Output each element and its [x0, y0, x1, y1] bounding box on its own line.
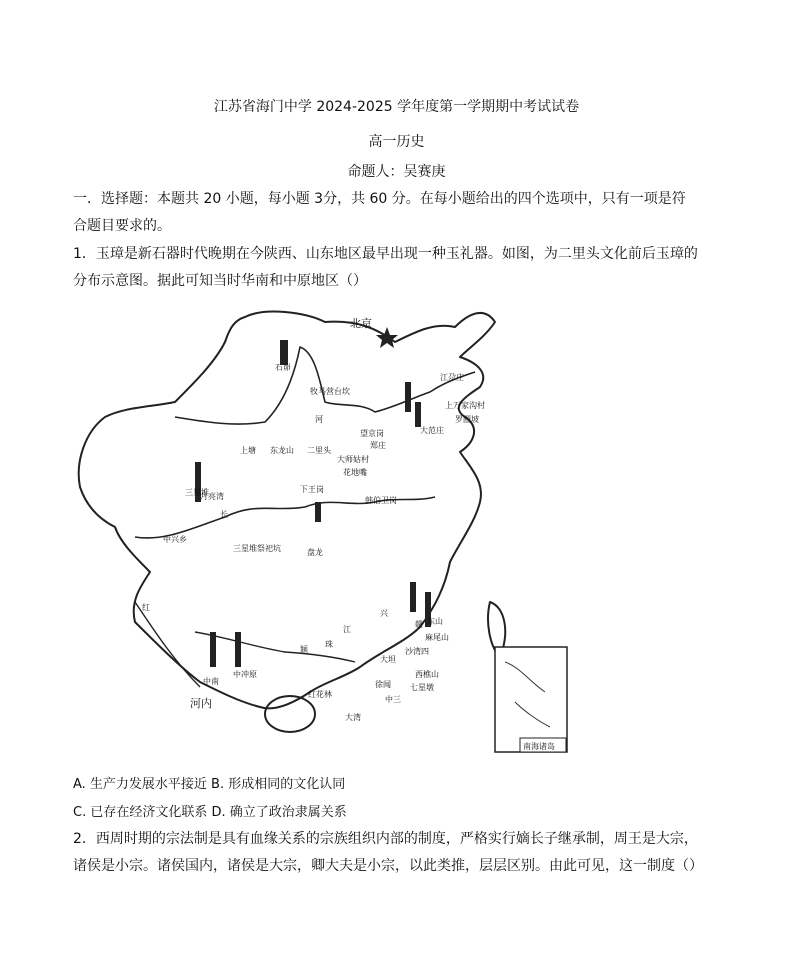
map-label-chang: 长	[220, 510, 228, 519]
site-marker	[415, 402, 421, 427]
map-label-hanxiang: 韩伯卫岗	[365, 496, 397, 505]
map-label-qidongtie: 七星墩	[410, 683, 434, 692]
site-marker	[410, 582, 416, 612]
map-label-ganzhou: 赣	[415, 620, 423, 629]
section-intro-line-2: 合题目要求的。	[73, 218, 171, 234]
map-label-yumabo: 牧马营台坎	[310, 387, 350, 396]
map-label-he: 河	[315, 415, 323, 424]
map-label-zhengzhou: 郑庄	[370, 441, 386, 450]
beijing-star-icon	[376, 327, 398, 348]
question-1-line-1: 1．玉璋是新石器时代晚期在今陕西、山东地区最早出现一种玉礼器。如图，为二里头文化前后玉璋的	[73, 246, 698, 262]
map-label-dongshan: 东山	[427, 617, 443, 626]
hainan-island	[265, 696, 315, 732]
question-1-options-row-1: A. 生产力发展水平接近 B. 形成相同的文化认同	[73, 777, 346, 792]
map-label-zhongxingxiang: 中兴乡	[163, 535, 187, 544]
map-label-jiangzhuang: 江尕庄	[440, 373, 464, 382]
map-label-hanoi: 河内	[190, 697, 212, 710]
subject-title: 高一历史	[368, 134, 425, 150]
section-instructions	[73, 186, 713, 240]
map-label-gangtang: 红花林	[308, 690, 332, 699]
map-label-shangdu: 上塘	[240, 446, 256, 455]
exam-title: 江苏省海门中学 2024-2025 学年度第一学期期中考试试卷	[213, 99, 580, 115]
map-label-beijing: 北京	[350, 317, 372, 330]
map-label-shangwanjia: 上万家沟村	[445, 401, 485, 410]
jade-zhang-distribution-map	[75, 302, 575, 762]
map-label-zhongsan: 中三	[385, 695, 401, 704]
site-marker	[210, 632, 216, 667]
question-2-line-1: 2．西周时期的宗法制是具有血缘关系的宗族组织内部的制度，严格实行嫡长子继承制，周王是大宗，	[73, 831, 698, 847]
map-label-yingpu: 颖	[300, 645, 308, 654]
author-line: 命题人：吴赛庚	[347, 164, 446, 180]
question-2-line-2: 诸侯是小宗。诸侯国内，诸侯是大宗，卿大夫是小宗，以此类推，层层区别。由此可见，这一制度（）	[73, 858, 703, 874]
map-label-sanxingduijisi: 三星堆祭祀坑	[233, 544, 281, 553]
map-label-sanya: 西樵山	[415, 670, 439, 679]
map-label-yuebanggou: 月亮湾	[200, 492, 224, 501]
map-label-erlitou: 二里头	[307, 446, 331, 455]
section-intro-line-1: 一．选择题：本题共 20 小题，每小题 3分，共 60 分。在每小题给出的四个选项中，只有一项是符	[73, 191, 686, 207]
site-marker	[405, 382, 411, 412]
map-label-dashigu: 大师姑村	[337, 455, 369, 464]
map-label-hong: 红	[142, 603, 150, 612]
map-label-xiawanggang: 下王岗	[300, 485, 324, 494]
map-label-xingan: 兴	[380, 609, 388, 618]
question-1-stem	[73, 241, 713, 295]
map-label-wangchenggang: 望京岗	[360, 429, 384, 438]
question-2-stem	[73, 826, 713, 880]
map-label-jiang: 江	[343, 625, 351, 634]
map-label-qiaoyao: 沙湾四	[405, 647, 429, 656]
map-label-dafanzhuang: 大范庄	[420, 426, 444, 435]
map-label-dadie: 大湾	[345, 713, 361, 722]
site-marker	[280, 340, 288, 365]
map-label-sanxingdui: 三星堆	[185, 488, 209, 497]
map-label-zhongyan: 中冲原	[233, 670, 257, 679]
question-1-line-2: 分布示意图。据此可知当时华南和中原地区（）	[73, 273, 367, 289]
map-label-donglongshan: 东龙山	[270, 446, 294, 455]
inset-label: 南海诸岛	[523, 742, 555, 751]
map-label-maweishan: 麻尾山	[425, 633, 449, 642]
site-marker	[315, 502, 321, 522]
map-label-huayuanzhuang: 花地嘴	[343, 468, 367, 477]
map-label-zhujiang: 珠	[325, 640, 333, 649]
site-marker	[235, 632, 241, 667]
map-label-panlongcheng: 盘龙	[307, 548, 323, 557]
yellow-river	[175, 347, 430, 424]
map-label-zhongnan: 中南	[203, 677, 219, 686]
map-label-xuwen: 徐闻	[375, 680, 391, 689]
map-label-datan: 大坦	[380, 655, 396, 664]
question-1-options-row-2: C. 已存在经济文化联系 D. 确立了政治隶属关系	[73, 805, 347, 820]
map-label-shimao: 石峁	[275, 363, 291, 372]
south-china-sea-inset	[495, 647, 567, 752]
map-label-luojiapo: 罗圈坡	[455, 415, 479, 424]
